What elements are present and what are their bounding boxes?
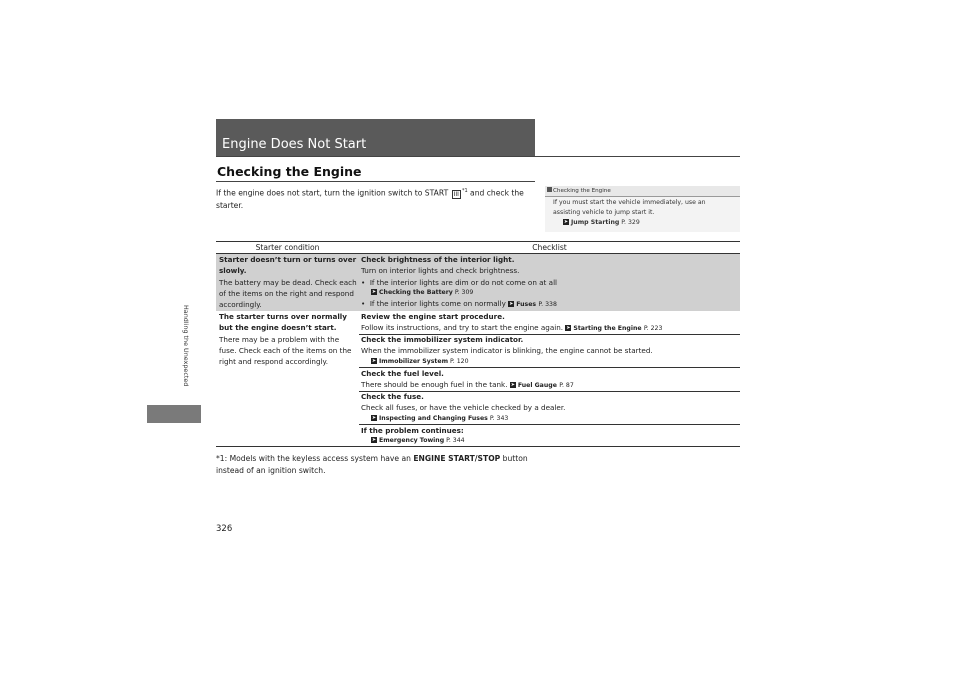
footnote-marker: *1 [461, 188, 468, 194]
row2-condition-title: The starter turns over normally but the engine doesn’t start. [219, 312, 347, 333]
note-square-icon [547, 187, 552, 192]
row1-check-title: Check brightness of the interior light. [361, 255, 515, 264]
note-content [553, 198, 733, 228]
check-text-line [361, 322, 736, 334]
reference-arrow-icon: ➤ [510, 382, 515, 389]
check-reference[interactable] [361, 357, 736, 367]
check-fuel [361, 368, 736, 392]
intro-text-start: If the engine does not start, turn the ignition switch to START [216, 188, 451, 198]
reference-arrow-icon: ➤ [509, 300, 514, 307]
row1-condition-text: The battery may be dead. Check each of the items on the right and respond accordingly. [219, 277, 357, 310]
reference-link[interactable]: Starting the Engine [573, 325, 642, 333]
check-text: Check all fuses, or have the vehicle checked by a dealer. [361, 403, 566, 413]
row1-condition [219, 254, 357, 310]
row1-bullet1: • If the interior lights are dim or do not come on at all [361, 277, 558, 287]
check-problem-continues [361, 425, 736, 446]
title-divider [216, 156, 740, 157]
check-title: Check the fuse. [361, 392, 424, 401]
reference-page: P. 344 [446, 437, 465, 445]
reference-arrow-icon: ➤ [566, 325, 571, 332]
reference-page: P. 309 [454, 288, 474, 296]
check-text: There should be enough fuel in the tank. [361, 380, 508, 390]
reference-page: P. 343 [489, 414, 509, 422]
table-header-condition: Starter condition [255, 243, 320, 252]
reference-arrow-icon: ➤ [371, 437, 377, 444]
reference-arrow-icon: ➤ [371, 414, 377, 421]
table-bottom-rule [216, 446, 740, 447]
check-title: If the problem continues: [361, 426, 464, 435]
reference-page: P. 87 [559, 382, 574, 390]
table-header-checklist: Checklist [532, 243, 567, 252]
footnote-text-end: button instead of an ignition switch. [216, 454, 528, 475]
check-reference[interactable] [361, 436, 736, 446]
reference-page: P. 329 [621, 219, 640, 226]
note-text: If you must start the vehicle immediately, use an assisting vehicle to jump start it. [553, 199, 706, 216]
reference-page: P. 223 [643, 325, 663, 333]
bullet1-text: If the interior lights are dim or do not come on at all [369, 277, 558, 287]
intro-paragraph [216, 185, 536, 212]
reference-link[interactable]: Immobilizer System [379, 357, 449, 365]
check-start-procedure [361, 311, 736, 335]
row1-check-text: Turn on interior lights and check brightness. [361, 266, 520, 276]
reference-page: P. 338 [538, 300, 557, 308]
row1-bullet2: • If the interior lights come on normally ➤ Fuses P. 338 [361, 298, 557, 308]
row2-condition-text: There may be a problem with the fuse. Check each of the items on the right and respond accordingly. [219, 334, 352, 367]
reference-page: P. 120 [450, 357, 469, 365]
section-title: Checking the Engine [217, 164, 362, 179]
check-reference[interactable] [361, 414, 736, 424]
footnote [216, 453, 546, 477]
note-title: Checking the Engine [553, 188, 611, 194]
ignition-key-symbol: III [453, 190, 459, 198]
reference-link[interactable]: Fuses [516, 300, 537, 308]
section-divider [216, 181, 535, 182]
sidebar-chapter-tab[interactable] [147, 405, 201, 423]
check-title: Review the engine start procedure. [361, 312, 505, 321]
reference-link[interactable]: Emergency Towing [379, 437, 445, 445]
row1-condition-title: Starter doesn’t turn or turns over slowly. [219, 255, 357, 276]
reference-arrow-icon: ➤ [563, 219, 569, 225]
chapter-title: Engine Does Not Start [222, 137, 367, 152]
row1-checklist [361, 254, 736, 310]
reference-arrow-icon: ➤ [371, 357, 377, 364]
check-immobilizer [361, 334, 736, 367]
footnote-button-name: ENGINE START/STOP [413, 454, 501, 463]
note-header [545, 186, 740, 196]
footnote-text-start: *1: Models with the keyless access system have an [216, 454, 414, 463]
reference-link[interactable]: Inspecting and Changing Fuses [379, 414, 488, 422]
check-text: Follow its instructions, and try to start the engine again. [361, 323, 564, 333]
note-reference[interactable] [553, 218, 733, 228]
check-text-line [361, 379, 736, 391]
reference-link[interactable]: Fuel Gauge [517, 382, 557, 390]
reference-arrow-icon: ➤ [371, 288, 377, 295]
bullet2-text: If the interior lights come on normally [369, 298, 506, 308]
reference-link[interactable]: Checking the Battery [379, 288, 453, 296]
row2-condition [219, 311, 357, 367]
check-title: Check the fuel level. [361, 369, 444, 378]
check-text: When the immobilizer system indicator is blinking, the engine cannot be started. [361, 346, 653, 356]
check-title: Check the immobilizer system indicator. [361, 335, 524, 344]
page-number: 326 [216, 524, 233, 534]
sidebar-chapter-label: Handling the Unexpected [182, 305, 190, 387]
check-fuse [361, 391, 736, 424]
intro-text-end: and check the starter. [216, 188, 524, 210]
row1-bullet1-ref[interactable] [361, 288, 736, 298]
reference-link[interactable]: Jump Starting [571, 219, 620, 226]
